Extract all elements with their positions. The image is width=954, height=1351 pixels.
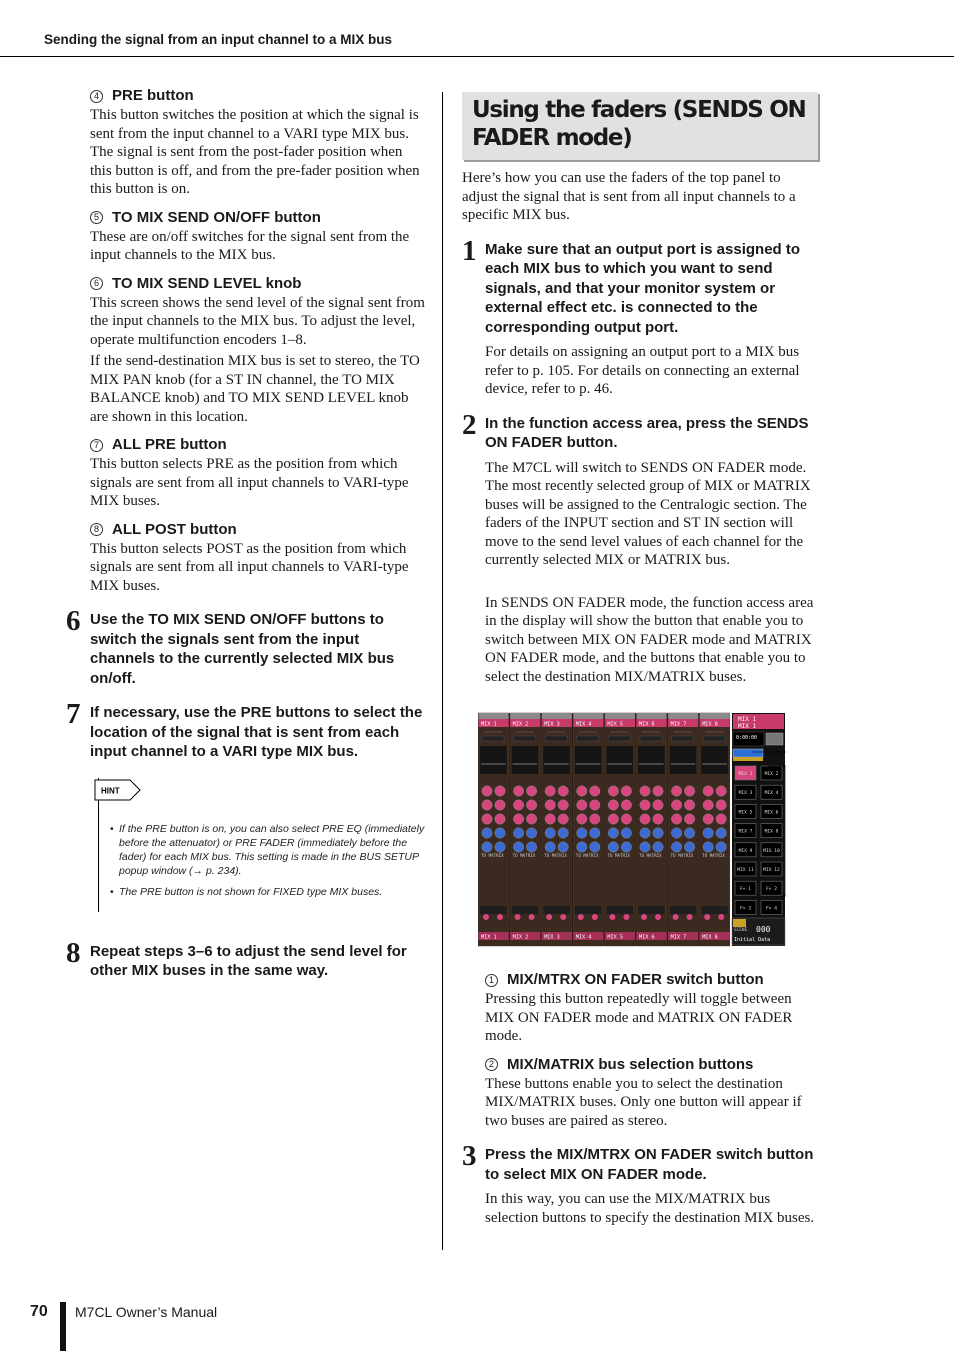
bus-title-line: MIX 1 (738, 716, 757, 723)
param-heading (90, 274, 426, 294)
param-description: This button selects POST as the position from which signals are sent from all input channels to VARI-type MIX buses. (90, 540, 409, 594)
step-number: 6 (66, 605, 81, 637)
send-level-knob (608, 814, 618, 824)
pan-knob (704, 914, 710, 920)
info-box (766, 733, 783, 745)
param-number: 4 (90, 90, 103, 103)
send-level-knob (621, 842, 631, 852)
param-heading (90, 86, 426, 106)
send-level-knob (558, 800, 568, 810)
eq-graph (575, 746, 602, 774)
channel-top-bar (637, 713, 667, 719)
step-2 (462, 408, 818, 687)
send-level-knob (640, 828, 650, 838)
pan-area (606, 906, 633, 914)
step-title: Repeat steps 3–6 to adjust the send level for other MIX buses in the same way. (90, 942, 407, 979)
send-level-knob (577, 828, 587, 838)
send-level-knob (558, 828, 568, 838)
scene-indicator (733, 919, 746, 927)
send-level-knob (684, 842, 694, 852)
mix-bus-button-label: F× 1 (739, 887, 752, 893)
channel-button (482, 736, 504, 741)
mix-bus-button-label: MIX 9 (738, 848, 753, 854)
send-level-knob (703, 814, 713, 824)
param-heading (90, 520, 426, 540)
pan-area (543, 906, 570, 914)
param-title: PRE button (112, 87, 194, 104)
send-level-knob (621, 828, 631, 838)
channel-button (577, 736, 599, 741)
pan-knob (718, 914, 724, 920)
channel-name: MIX 3 (544, 721, 560, 728)
pan-knob (673, 914, 679, 920)
param-title: TO MIX SEND LEVEL knob (112, 274, 302, 292)
eq-graph (701, 746, 728, 774)
pan-area (480, 906, 507, 914)
mix-bus-button-label: MIX 5 (738, 810, 753, 816)
footer-bar (60, 1302, 66, 1351)
param-description: If the send-destination MIX bus is set to stereo, the TO MIX PAN knob (for a ST IN channel, the TO MIX BALANCE knob) and TO MIX SEND LEVEL knob are shown in this location. (90, 353, 420, 425)
send-level-knob (621, 786, 631, 796)
send-level-knob (545, 842, 555, 852)
channel-top-bar (479, 713, 509, 719)
send-level-knob (577, 786, 587, 796)
step-title: In the function access area, press the SENDS ON FADER button. (485, 414, 809, 451)
channel-bottom-name: MIX 8 (702, 934, 718, 941)
scene-name: Initial Data (734, 937, 771, 943)
mix-bus-button-label: MIX 11 (737, 868, 754, 873)
column-divider (442, 92, 443, 1250)
send-level-knob (608, 786, 618, 796)
channel-top-bar (510, 713, 540, 719)
scene-number: 000 (756, 925, 771, 934)
hint-item: • If the PRE button is on, you can also select PRE EQ (immediately before the attenuator) or PRE FADER (immediately before the fader) for each MIX bus. This setting is made in the BUS SETUP popup window (→ p. 234). (110, 822, 425, 877)
send-level-knob (703, 786, 713, 796)
hint-label: HINT (101, 786, 120, 795)
channel-name: MIX 6 (639, 721, 655, 728)
send-level-knob (577, 842, 587, 852)
section-title: Using the faders (SENDS ON FADER mode) (462, 92, 818, 160)
mix-bus-button-label: F× 4 (765, 906, 778, 912)
pan-knob (609, 914, 615, 920)
send-level-knob (671, 828, 681, 838)
mix-bus-button-label: MIX 1 (738, 772, 753, 777)
intro-paragraph: Here’s how you can use the faders of the top panel to adjust the signal that is sent from all input channels to a specific MIX bus. (462, 170, 796, 223)
send-level-knob (671, 800, 681, 810)
send-level-knob (716, 800, 726, 810)
time-display-text: 0:00:00 (736, 735, 758, 741)
send-level-knob (545, 786, 555, 796)
step-title: Press the MIX/MTRX ON FADER switch button to select MIX ON FADER mode. (485, 1146, 814, 1183)
bus-title-line: MIX 1 (738, 723, 757, 730)
send-level-knob (495, 814, 505, 824)
pan-knob (546, 914, 552, 920)
step-8 (66, 936, 426, 981)
param-number: 7 (90, 439, 103, 452)
send-level-knob (513, 828, 523, 838)
send-level-knob (545, 828, 555, 838)
send-level-knob (640, 842, 650, 852)
step-number: 1 (462, 234, 477, 267)
sends-on-fader-screen (470, 706, 786, 948)
pan-knob (529, 914, 535, 920)
mix-bus-button-label: MIX 12 (763, 868, 780, 873)
param-title: TO MIX SEND ON/OFF button (112, 208, 321, 226)
hint-item: • The PRE button is not shown for FIXED type MIX buses. (110, 885, 383, 898)
send-level-knob (558, 814, 568, 824)
send-level-knob (716, 842, 726, 852)
param-number: 5 (90, 211, 103, 224)
send-level-knob (640, 786, 650, 796)
step-body: In SENDS ON FADER mode, the function access area in the display will show the button that enable you to switch between MIX ON FADER mode and MATRIX ON FADER mode, and the buttons that enable you to select the destination MIX/MATRIX buses. (485, 594, 814, 685)
param-number: 6 (90, 277, 103, 290)
pan-knob (641, 914, 647, 920)
param-title: ALL PRE button (112, 436, 227, 453)
channel-button (545, 736, 567, 741)
send-level-knob (716, 786, 726, 796)
param-title: ALL POST button (112, 520, 237, 538)
send-level-knob (482, 786, 492, 796)
send-level-knob (545, 800, 555, 810)
send-level-knob (526, 800, 536, 810)
send-level-knob (495, 828, 505, 838)
channel-button (640, 736, 662, 741)
param-description: These are on/off switches for the signal sent from the input channels to the MIX bus. (90, 228, 410, 263)
send-level-knob (495, 842, 505, 852)
step-title: If necessary, use the PRE buttons to select the location of the signal that is sent from each input channel to a VARI type MIX bus. (90, 704, 423, 760)
channel-bottom-name: MIX 5 (607, 934, 624, 941)
param-heading (90, 208, 426, 228)
channel-label: TO MATRIX (544, 853, 567, 858)
send-level-knob (621, 814, 631, 824)
send-level-knob (545, 814, 555, 824)
channel-bottom-name: MIX 2 (512, 934, 529, 941)
running-header: Sending the signal from an input channel to a MIX bus (44, 32, 393, 47)
step-title: Make sure that an output port is assigned to each MIX bus to which you want to send signals, and that your monitor system or external effect etc. is connected to the corresponding output port. (485, 240, 801, 336)
callout-text: Pressing this button repeatedly will toggle between MIX ON FADER mode and MATRIX ON FADER mode. (485, 991, 793, 1044)
pan-knob (623, 914, 629, 920)
send-level-knob (684, 814, 694, 824)
channel-label: TO MATRIX (481, 853, 504, 858)
step-number: 3 (462, 1140, 477, 1172)
send-level-knob (590, 800, 600, 810)
send-level-knob (558, 842, 568, 852)
parameter-descriptions (90, 86, 426, 595)
send-level-knob (671, 814, 681, 824)
send-level-knob (513, 800, 523, 810)
hint-text: The PRE button is not shown for FIXED type MIX buses. (119, 885, 383, 898)
send-level-knob (703, 800, 713, 810)
callout-heading (485, 970, 818, 990)
param-description: This screen shows the send level of the signal sent from the input channels to the MIX bus. To adjust the level, operate multifunction encoders 1–8. (90, 294, 425, 348)
eq-graph (512, 746, 539, 774)
eq-graph (638, 746, 665, 774)
pan-knob (592, 914, 598, 920)
channel-bottom-name: MIX 3 (544, 934, 560, 941)
channel-bottom-name: MIX 6 (639, 934, 655, 941)
channel-label: TO MATRIX (639, 853, 662, 858)
pan-knob (483, 914, 489, 920)
send-level-knob (590, 786, 600, 796)
channel-top-bar (542, 713, 572, 719)
channel-label: TO MATRIX (607, 853, 631, 858)
callout-text: These buttons enable you to select the destination MIX/MATRIX buses. Only one button will appear if two buses are paired as stereo. (485, 1075, 802, 1129)
callout-number: 1 (485, 974, 498, 987)
eq-graph (543, 746, 570, 774)
channel-top-bar (668, 713, 698, 719)
send-level-knob (526, 814, 536, 824)
send-level-knob (526, 828, 536, 838)
send-level-knob (684, 786, 694, 796)
send-level-knob (590, 828, 600, 838)
send-level-knob (653, 786, 663, 796)
mix-bus-button-label: MIX 7 (738, 829, 753, 835)
send-level-knob (526, 786, 536, 796)
step-number: 7 (66, 698, 81, 730)
send-level-knob (640, 814, 650, 824)
mix-bus-button-label: MIX 6 (764, 810, 779, 816)
mix-bus-button-label: MIX 10 (763, 848, 780, 854)
pan-knob (655, 914, 661, 920)
send-level-knob (558, 786, 568, 796)
scene-label: SCENE (734, 928, 748, 933)
mix-bus-button-label: MIX 8 (764, 829, 779, 835)
mix-bus-button-label: MIX 4 (764, 791, 779, 797)
step-body: The M7CL will switch to SENDS ON FADER mode. The most recently selected group of MIX or MATRIX buses will be assigned to the Centralogic section. The faders of the INPUT section and ST IN section will move to the send level values of each channel for the currently selected MIX or MATRIX bus. (485, 459, 811, 568)
left-column (66, 86, 426, 981)
callout-heading (485, 1055, 818, 1075)
pan-knob (687, 914, 693, 920)
page-number: 70 (30, 1303, 48, 1320)
send-level-knob (684, 828, 694, 838)
send-level-knob (482, 800, 492, 810)
channel-button (703, 736, 725, 741)
channel-top-bar (605, 713, 635, 719)
pan-knob (497, 914, 503, 920)
channel-name: MIX 8 (702, 721, 718, 728)
send-level-knob (526, 842, 536, 852)
channel-bottom-name: MIX 1 (481, 934, 497, 941)
channel-bottom-name: MIX 7 (670, 934, 687, 941)
channel-button (608, 736, 630, 741)
send-level-knob (703, 828, 713, 838)
send-level-knob (608, 800, 618, 810)
manual-title: M7CL Owner’s Manual (75, 1304, 218, 1320)
hint-text: If the PRE button is on, you can also select PRE EQ (immediately before the attenuator) or PRE FADER (immediately before the fader) for each MIX bus. This setting is made in the BUS SETUP popup window (→ p. 234). (119, 822, 425, 877)
step-6 (66, 605, 426, 688)
hint-box (98, 778, 426, 912)
eq-graph (670, 746, 697, 774)
channel-name: MIX 1 (481, 721, 497, 728)
pan-area (638, 906, 665, 914)
step-3 (462, 1140, 818, 1227)
callout-title: MIX/MATRIX bus selection buttons (507, 1055, 754, 1073)
mix-bus-button-label: F× 3 (739, 906, 752, 912)
channel-top-bar (573, 713, 603, 719)
mix-bus-button-label: MIX 3 (738, 791, 753, 797)
param-heading (90, 435, 426, 455)
send-level-knob (577, 800, 587, 810)
step-1 (462, 234, 818, 399)
send-level-knob (716, 828, 726, 838)
step-number: 2 (462, 408, 477, 441)
step-number: 8 (66, 936, 81, 969)
step-body: For details on assigning an output port to a MIX bus refer to p. 105. For details on connecting an external device, refer to p. 46. (485, 344, 800, 397)
pan-area (701, 906, 728, 914)
send-level-knob (482, 814, 492, 824)
send-level-knob (495, 800, 505, 810)
header-rule (0, 56, 954, 57)
callout-title: MIX/MTRX ON FADER switch button (507, 971, 764, 988)
send-level-knob (716, 814, 726, 824)
send-level-knob (703, 842, 713, 852)
channel-name: MIX 4 (575, 721, 592, 728)
mix-mtrx-on-fader-button (733, 749, 763, 757)
send-level-knob (653, 828, 663, 838)
channel-name: MIX 2 (512, 721, 529, 728)
channel-label: TO MATRIX (702, 853, 725, 858)
param-description: This button selects PRE as the position from which signals are sent from all input channels to VARI-type MIX buses. (90, 456, 409, 509)
send-level-knob (653, 842, 663, 852)
pan-area (512, 906, 539, 914)
hint-arrow-icon (94, 778, 142, 802)
callout-number: 2 (485, 1058, 498, 1071)
send-level-knob (608, 828, 618, 838)
param-description: This button switches the position at which the signal is sent from the input channel to a VARI type MIX bus. The signal is sent from the post-fader position when this button is off, and from the pre-fader position when this button is on. (90, 107, 420, 197)
send-level-knob (513, 814, 523, 824)
channel-label: TO MATRIX (512, 853, 536, 858)
send-level-knob (671, 786, 681, 796)
pan-knob (515, 914, 521, 920)
on-fader-underline (733, 757, 763, 761)
send-level-knob (513, 786, 523, 796)
send-level-knob (482, 842, 492, 852)
send-level-knob (684, 800, 694, 810)
send-level-knob (653, 800, 663, 810)
channel-top-bar (700, 713, 730, 719)
channel-name: MIX 5 (607, 721, 624, 728)
send-level-knob (608, 842, 618, 852)
send-level-knob (482, 828, 492, 838)
channel-button (672, 736, 694, 741)
send-level-knob (513, 842, 523, 852)
pan-knob (560, 914, 566, 920)
mix-bus-button-label: MIX 2 (764, 772, 779, 777)
send-level-knob (621, 800, 631, 810)
step-body: In this way, you can use the MIX/MATRIX bus selection buttons to specify the destination MIX buses. (485, 1191, 815, 1226)
send-level-knob (671, 842, 681, 852)
mix-bus-button-label: F× 2 (765, 887, 778, 893)
send-level-knob (495, 786, 505, 796)
eq-graph (606, 746, 633, 774)
right-column (462, 92, 818, 1227)
send-level-knob (577, 814, 587, 824)
screen-illustration (470, 706, 786, 948)
send-level-knob (590, 814, 600, 824)
pan-knob (578, 914, 584, 920)
param-number: 8 (90, 523, 103, 536)
pan-area (575, 906, 602, 914)
send-level-knob (640, 800, 650, 810)
step-7 (66, 698, 426, 762)
channel-bottom-name: MIX 4 (575, 934, 592, 941)
channel-label: TO MATRIX (670, 853, 694, 858)
step-title: Use the TO MIX SEND ON/OFF buttons to switch the signals sent from the input channels to the currently selected MIX bus on/off. (90, 611, 395, 687)
channel-label: TO MATRIX (575, 853, 599, 858)
send-level-knob (653, 814, 663, 824)
callout-descriptions (462, 970, 818, 1130)
channel-button (514, 736, 536, 741)
send-level-knob (590, 842, 600, 852)
channel-name: MIX 7 (670, 721, 687, 728)
pan-area (670, 906, 697, 914)
eq-graph (480, 746, 507, 774)
